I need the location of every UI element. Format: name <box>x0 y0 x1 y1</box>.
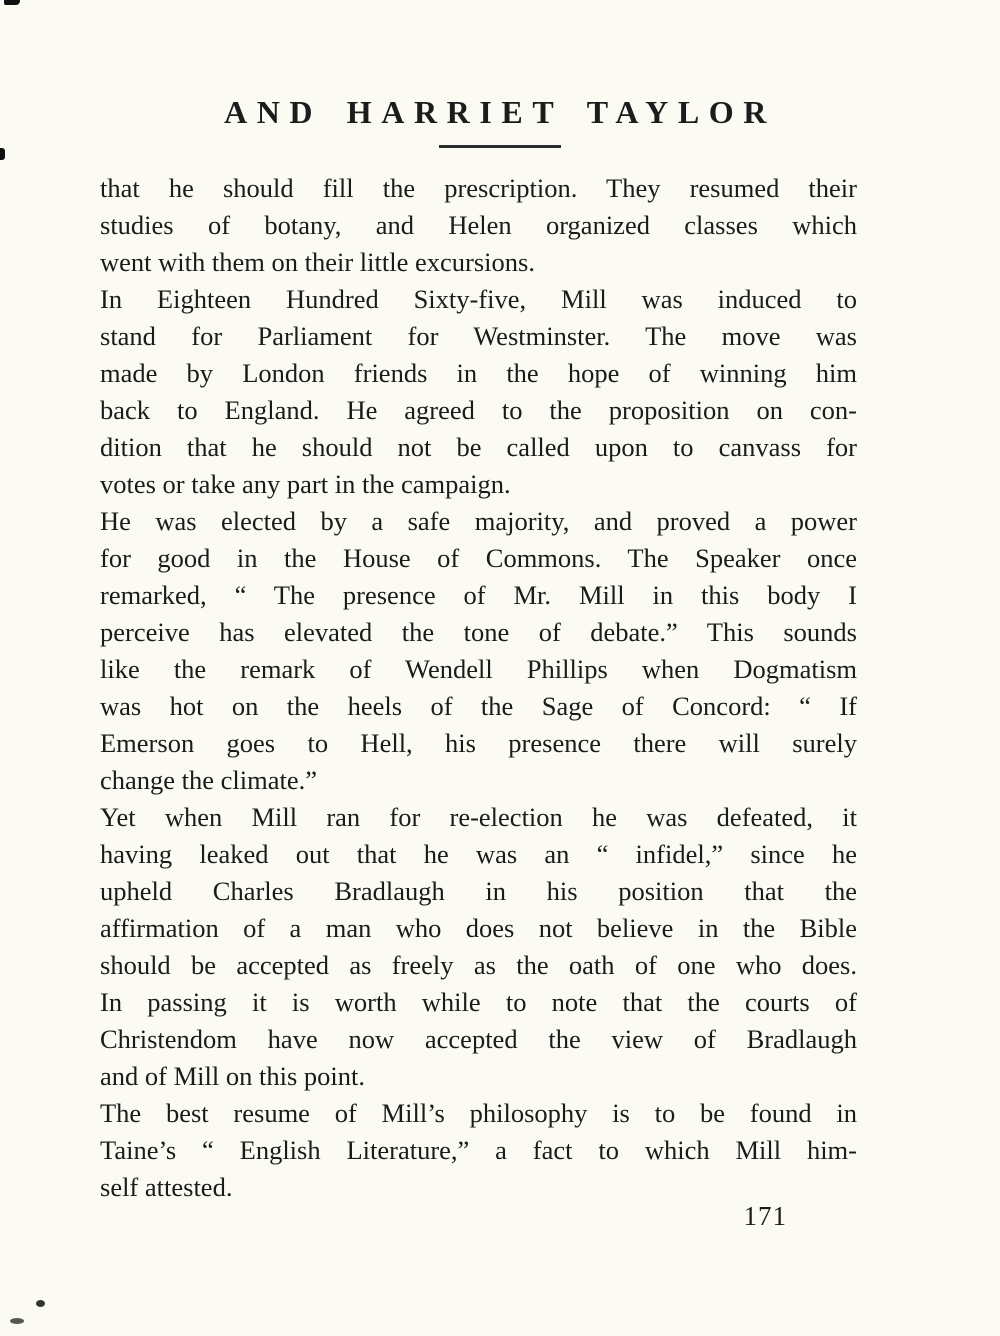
text-line: was hot on the heels of the Sage of Concord: “ If <box>100 691 857 721</box>
text-line: like the remark of Wendell Phillips when Dogmatism <box>100 654 857 684</box>
paragraph <box>100 503 857 799</box>
page-number: 171 <box>743 1201 787 1231</box>
text-line: studies of botany, and Helen organized classes which <box>100 210 857 240</box>
paragraph <box>100 1095 857 1206</box>
text-line: affirmation of a man who does not believe in the Bible <box>100 913 857 943</box>
text-line: upheld Charles Bradlaugh in his position that the <box>100 876 857 906</box>
paragraph <box>100 799 857 1095</box>
text-line: In Eighteen Hundred Sixty-five, Mill was induced to <box>100 284 857 314</box>
running-head: AND HARRIET TAYLOR <box>223 94 776 130</box>
text-line: In passing it is worth while to note that the courts of <box>100 987 857 1017</box>
text-line: dition that he should not be called upon to canvass for <box>100 432 857 462</box>
text-line: and of Mill on this point. <box>100 1061 365 1091</box>
text-line: Emerson goes to Hell, his presence there will surely <box>100 728 857 758</box>
text-line: should be accepted as freely as the oath of one who does. <box>100 950 857 980</box>
text-line: remarked, “ The presence of Mr. Mill in this body I <box>100 580 857 610</box>
paragraph <box>100 281 857 503</box>
header-rule <box>439 145 561 148</box>
text-line: Taine’s “ English Literature,” a fact to which Mill him- <box>100 1135 857 1165</box>
text-line: votes or take any part in the campaign. <box>100 469 511 499</box>
scan-artifact <box>0 148 5 160</box>
text-line: perceive has elevated the tone of debate.” This sounds <box>100 617 857 647</box>
text-line: for good in the House of Commons. The Speaker once <box>100 543 857 573</box>
text-line: Christendom have now accepted the view of Bradlaugh <box>100 1024 857 1054</box>
text-line: Yet when Mill ran for re-election he was defeated, it <box>100 802 857 832</box>
text-line: made by London friends in the hope of winning him <box>100 358 857 388</box>
text-line: went with them on their little excursions. <box>100 247 535 277</box>
scan-artifact <box>4 0 20 5</box>
text-line: that he should fill the prescription. They resumed their <box>100 173 857 203</box>
text-line: change the climate.” <box>100 765 318 795</box>
text-line: stand for Parliament for Westminster. The move was <box>100 321 857 351</box>
paragraph <box>100 170 857 281</box>
scan-artifact <box>10 1318 24 1324</box>
text-line: He was elected by a safe majority, and proved a power <box>100 506 857 536</box>
page-body <box>100 170 857 1206</box>
text-line: self attested. <box>100 1172 233 1202</box>
text-line: back to England. He agreed to the proposition on con- <box>100 395 857 425</box>
text-line: The best resume of Mill’s philosophy is to be found in <box>100 1098 857 1128</box>
text-line: having leaked out that he was an “ infidel,” since he <box>100 839 857 869</box>
scan-artifact <box>36 1300 45 1307</box>
